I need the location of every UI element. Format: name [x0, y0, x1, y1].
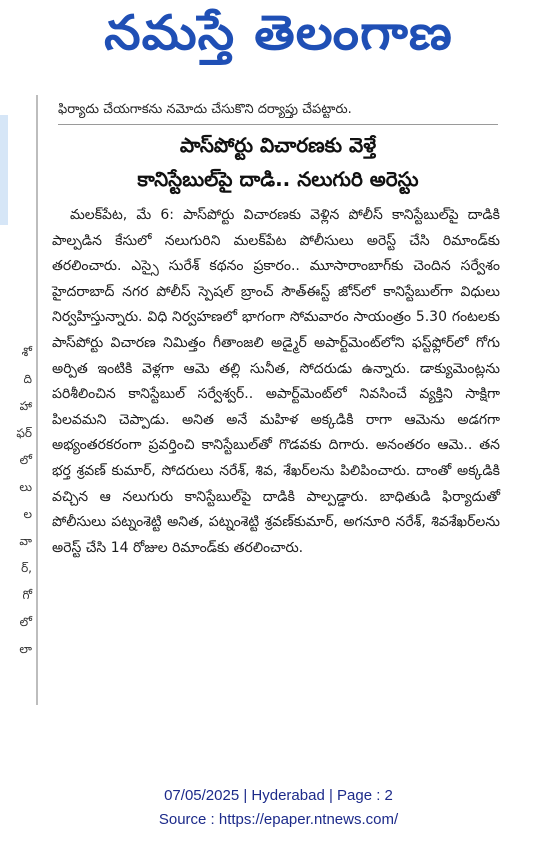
- adjacent-column-text: ది: [23, 372, 32, 386]
- adjacent-column-text: లు: [19, 480, 32, 494]
- adjacent-column-text: గో: [22, 588, 32, 602]
- footer-source-link[interactable]: Source : https://epaper.ntnews.com/: [158, 811, 399, 828]
- adjacent-column-text: వా: [19, 534, 32, 548]
- adjacent-column-text: లో: [19, 615, 32, 629]
- adjacent-column-text: ల: [23, 507, 32, 521]
- article-body-paragraph: మలక్‌పేట, మే 6: పాస్‌పోర్టు విచారణకు వెళ్లిన పోలీస్ కానిస్టేబుల్‌పై దాడికి పాల్పడిన కేసులో నలుగురిని మలక్‌పేట పోలీసులు అరెస్ట్ చేసి రిమాండ్‌కు తరలించారు. ఎస్సై సురేశ్ కథనం ప్రకారం.. మూసారాంబాగ్‌కు చెందిన సర్వేశం హైదరాబాద్ నగర పోలీస్ స్పెషల్ బ్రాంచ్ సౌత్‌ఈస్ట్ జోన్‌లో కానిస్టేబుల్‌గా విధులు నిర్వహిస్తున్నారు. విధి నిర్వహణలో భాగంగా సోమవారం సాయంత్రం 5.30 గంటలకు పాస్‌పోర్టు విచారణ నిమిత్తం గీతాంజలి అడ్మైర్ అపార్ట్‌మెంట్‌లోని ఫస్ట్‌ఫ్లోర్‌లో గోగు అర్పిత ఇంటికి వెళ్లగా ఆమె తల్లి సునీత, సోదరుడు ఉన్నారు. డాక్యుమెంట్లను పరిశీలించిన కానిస్టేబుల్ సర్వేశ్వర్.. అపార్ట్‌మెంట్‌లో నివసించే వ్యక్తిని సాక్షిగా పిలవమని చెప్పాడు. అనిత అనే మహిళ అక్కడికి రాగా ఆమెను అడగగా అభ్యంతరకరంగా ప్రవర్తించి కానిస్టేబుల్‌తో గొడవకు దిగారు. అనంతరం ఆమె.. తన భర్త శ్రవణ్ కుమార్, సోదరులు నరేశ్, శివ, శేఖర్‌లను పిలిపించారు. దాంతో అక్కడికి వచ్చిన ఆ నలుగురు కానిస్టేబుల్‌పై దాడికి పాల్పడ్డారు. బాధితుడి ఫిర్యాదుతో పోలీసులు పట్నంశెట్టి అనిత, పట్నంశెట్టి శ్రవణ్‌కుమార్, అగనూరి నరేశ్, శివశేఖర్‌లను అరెస్ట్ చేసి 14 రోజుల రిమాండ్‌కు తరలించారు.: [52, 207, 500, 556]
- masthead-title: నమస్తే తెలంగాణ: [104, 5, 453, 61]
- adjacent-column-text: ఫర్: [16, 426, 32, 440]
- newspaper-masthead: [0, 0, 557, 78]
- article-headline-line-1: పాస్‌పోర్టు విచారణకు వెళ్తే: [179, 133, 377, 157]
- previous-article-tail: ఫిర్యాదు చేయగాకను నమోదు చేసుకొని దర్యాప్తు చేపట్టారు.: [58, 96, 498, 125]
- adjacent-column-text: లో: [19, 453, 32, 467]
- adjacent-column-text: శో: [21, 345, 32, 359]
- adjacent-column-strip: [0, 95, 38, 705]
- article-headline-line-2: కానిస్టేబుల్‌పై దాడి.. నలుగురి అరెస్టు: [137, 167, 419, 191]
- adjacent-column-text: లా: [19, 642, 32, 656]
- adjacent-column-shade: [0, 115, 8, 225]
- adjacent-column-text: ర్,: [21, 561, 32, 575]
- article-body: [52, 203, 500, 703]
- footer-date-edition: 07/05/2025 | Hyderabad | Page : 2: [164, 787, 393, 804]
- adjacent-column-text: హా: [19, 399, 32, 413]
